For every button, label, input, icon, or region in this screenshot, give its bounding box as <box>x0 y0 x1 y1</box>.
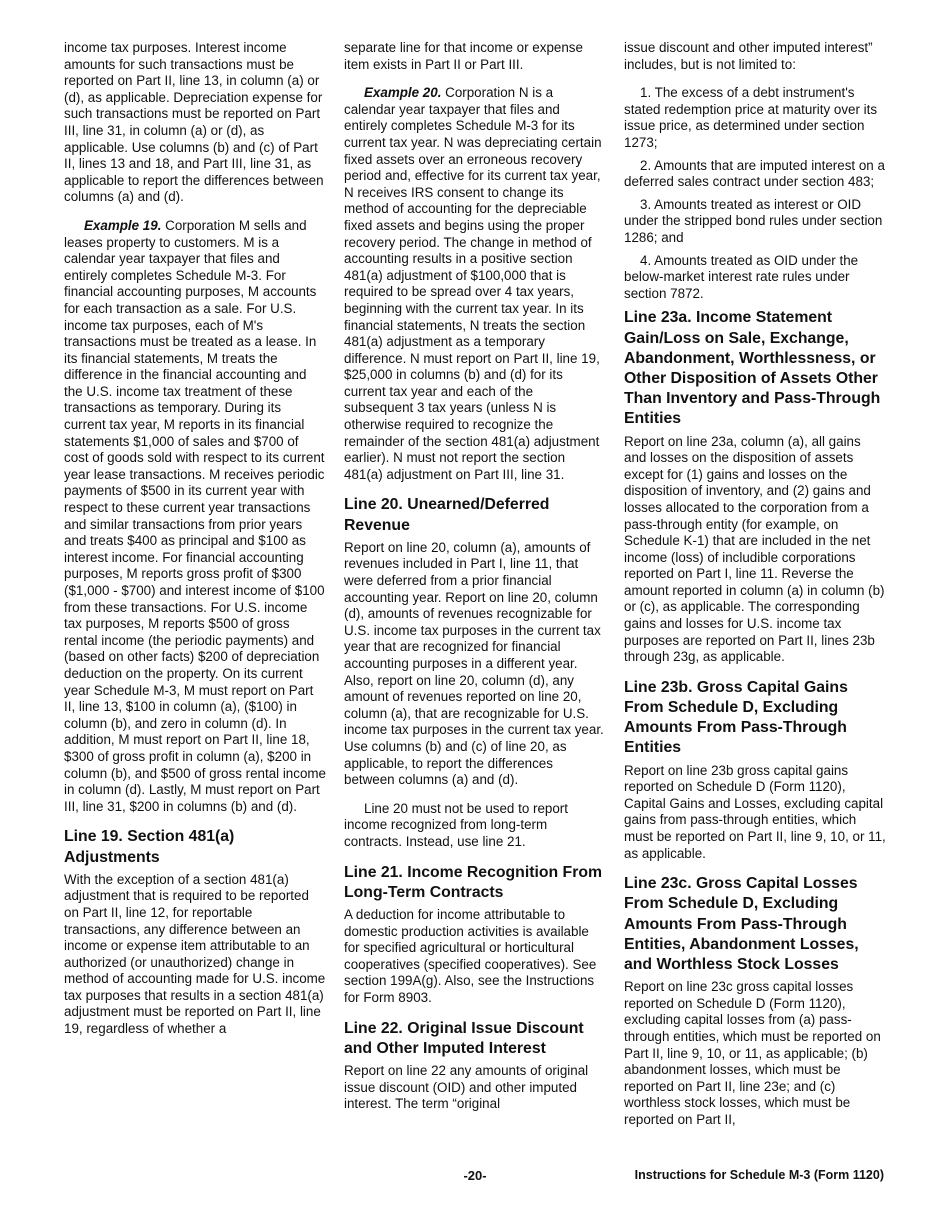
section-heading: Line 22. Original Issue Discount and Other Imputed Interest <box>344 1019 584 1057</box>
text-column-1 <box>64 40 326 1050</box>
paragraph: Report on line 23b gross capital gains reported on Schedule D (Form 1120), Capital Gains and Losses, excluding capital gains from pass-through entities, which must be reported on Part II, line 9, 10, or 11, as applicable. <box>624 762 886 861</box>
paragraph: A deduction for income attributable to domestic production activities is available for specified agricultural or horticultural cooperatives (specified cooperatives). See section 199A(g). Also, see the Instructions for Form 8903. <box>344 906 597 1005</box>
section-heading: Line 23c. Gross Capital Losses From Schedule D, Excluding Amounts From Pass-Through Entities, Abandonment Losses, and Worthless Stock Losses <box>624 875 859 974</box>
list-item: 2. Amounts that are imputed interest on a deferred sales contract under section 483; <box>624 157 885 190</box>
paragraph: Report on line 23a, column (a), all gains and losses on the disposition of assets except for (1) gains and losses on the disposition of inventory, and (2) gains and losses allocated to the corporation from a pass-through entity (for example, on Schedule K-1) that are included in the net income (loss) of includible corporations reported on Part I, line 11. Reverse the amount reported in column (a) in column (b) or (c), as applicable. The corresponding gains and losses for U.S. income tax purposes are reported on Part II, lines 23b through 23g, as applicable. <box>624 433 885 665</box>
text-column-3 <box>624 40 886 1141</box>
paragraph: Line 20 must not be used to report income recognized from long-term contracts. Instead, use line 21. <box>344 800 568 849</box>
page-number: -20- <box>463 1168 487 1183</box>
example-paragraph <box>64 218 326 815</box>
list-item: 3. Amounts treated as interest or OID under the stripped bond rules under section 1286; and <box>624 196 883 245</box>
footer-document-title: Instructions for Schedule M-3 (Form 1120) <box>634 1168 884 1182</box>
section-heading: Line 21. Income Recognition From Long-Term Contracts <box>344 863 603 901</box>
paragraph: Report on line 23c gross capital losses reported on Schedule D (Form 1120), excluding capital losses from (a) pass-through entities, which must be reported on Part II, line 9, 10, or 11, as applicable; (b) abandonment losses, which must be reported on Part II, line 23e; and (c) worthless stock losses, which must be reported on Part II, <box>624 979 881 1127</box>
section-heading: Line 23a. Income Statement Gain/Loss on Sale, Exchange, Abandonment, Worthlessness, or Other Disposition of Assets Other Than Inventory and Pass-Through Entities <box>624 309 881 428</box>
paragraph: With the exception of a section 481(a) adjustment that is required to be reported on Part II, line 12, for reportable transactions, any difference between an income or expense item attributable to an authorized (or unauthorized) change in method of accounting made for U.S. income tax purposes that results in a section 481(a) adjustment must be reported on Part II, line 19, regardless of whether a <box>64 871 326 1037</box>
paragraph: income tax purposes. Interest income amounts for such transactions must be reported on Part II, line 13, in column (a) or (d), as applicable. Depreciation expense for such transactions must be reported on Part III, line 31, in column (a) or (d), as applicable. Use columns (b) and (c) of Part II, lines 13 and 18, and Part III, line 31, as applicable to report the differences between columns (a) and (d). <box>64 40 324 205</box>
section-heading: Line 19. Section 481(a) Adjustments <box>64 828 235 866</box>
list-item: 1. The excess of a debt instrument's stated redemption price at maturity over its issue price, as determined under section 1273; <box>624 85 878 150</box>
paragraph: Report on line 22 any amounts of original issue discount (OID) and other imputed interest. The term “original <box>344 1062 589 1112</box>
example-label: Example 20. <box>364 85 442 101</box>
paragraph: Report on line 20, column (a), amounts of revenues included in Part I, line 11, that were deferred from a prior financial accounting year. Report on line 20, column (d), amounts of revenues recognizable for U.S. income tax purposes in the current tax year that are recognized for financial accounting purposes in a different year. Also, report on line 20, column (d), any amount of revenues reported on line 20, column (a), that are recognizable for U.S. income tax purposes in the current tax year. Use columns (b) and (c) of line 20, as applicable, to report the differences between columns (a) and (d). <box>344 539 604 788</box>
example-label: Example 19. <box>84 217 162 233</box>
paragraph: issue discount and other imputed interest” includes, but is not limited to: <box>624 40 873 72</box>
text-column-2 <box>344 40 606 1125</box>
example-paragraph <box>344 85 606 483</box>
list-item: 4. Amounts treated as OID under the below-market interest rate rules under section 7872. <box>624 252 859 301</box>
paragraph: separate line for that income or expense item exists in Part II or Part III. <box>344 40 583 72</box>
paragraph-text: Corporation M sells and leases property to customers. M is a calendar year taxpayer that files and entirely completes Schedule M-3. For financial accounting purposes, M accounts for each transaction as a sale. For U.S. income tax purposes, each of M's transactions must be treated as a lease. In its financial statements, M treats the difference in the financial accounting and the U.S. income tax treatment of these transactions as temporary. During its current tax year, M reports in its financial statements $1,000 of sales and $700 of cost of goods sold with respect to its current year lease transactions. M receives periodic payments of $500 in its current year with respect to these current year transactions and similar transactions from prior years and treats $400 as principal and $100 as interest income. For financial accounting purposes, M reports gross profit of $300 ($1,000 - $700) and interest income of $100 from these transactions. For U.S. income tax purposes, M reports $500 of gross rental income (the periodic payments) and (based on other facts) $200 of depreciation deduction on the property. On its current year Schedule M-3, M must report on Part II, line 13, $100 in column (a), ($100) in column (b), and zero in column (d). In addition, M must report on Part II, line 18, $300 of gross profit in column (a), $200 in column (b), and $500 of gross rental income in column (d). Lastly, M must report on Part III, line 31, $200 in columns (b) and (d). <box>64 217 327 814</box>
paragraph-text: Corporation N is a calendar year taxpayer that files and entirely completes Schedule M-3 for its current tax year. N was depreciating certain fixed assets over an erroneous recovery period and, effective for its current tax year, N receives IRS consent to change its method of accounting for the depreciable fixed assets and begins using the proper recovery period. The change in method of accounting results in a positive section 481(a) adjustment of $100,000 that is required to be spread over 4 tax years, beginning with the current tax year. In its financial statements, N treats the section 481(a) adjustment as a temporary difference. N must report on Part II, line 19, $25,000 in columns (b) and (d) for its current tax year and each of the subsequent 3 tax years (unless N is otherwise required to recognize the remainder of the section 481(a) adjustment earlier). N must not report the section 481(a) adjustment on Part III, line 31. <box>344 85 602 482</box>
section-heading: Line 20. Unearned/Deferred Revenue <box>344 496 550 534</box>
section-heading: Line 23b. Gross Capital Gains From Schedule D, Excluding Amounts From Pass-Through Entities <box>624 678 848 757</box>
